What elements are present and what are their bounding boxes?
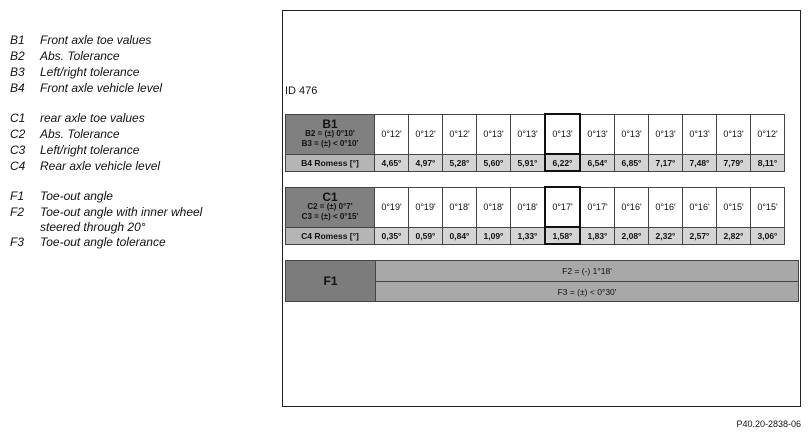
legend-code: C1 — [10, 111, 26, 125]
rear-toe-value: 0°19' — [409, 187, 443, 227]
front-level-value: 8,11° — [751, 154, 785, 171]
front-level-value: 6,85° — [615, 154, 649, 171]
rear-toe-value: 0°17' — [580, 187, 615, 227]
legend-code: F1 — [10, 189, 25, 203]
rear-toe-value: 0°18' — [443, 187, 477, 227]
rear-toe-value: 0°16' — [615, 187, 649, 227]
front-level-value: 7,79° — [717, 154, 751, 171]
front-toe-value: 0°12' — [409, 114, 443, 154]
legend-text: Abs. Tolerance — [40, 49, 120, 63]
front-toe-value: 0°13' — [477, 114, 511, 154]
rear-level-value: 0,84° — [443, 227, 477, 244]
rear-tolerance-abs: C2 = (±) 0°7' — [307, 202, 353, 211]
legend-code: F3 — [10, 235, 25, 249]
front-toe-value: 0°13' — [511, 114, 546, 154]
rear-level-value: 3,06° — [751, 227, 785, 244]
front-header — [286, 114, 375, 154]
front-toe-value: 0°13' — [580, 114, 615, 154]
legend-code: C2 — [10, 127, 26, 141]
rear-level-value: 1,83° — [580, 227, 615, 244]
rear-level-value: 2,82° — [717, 227, 751, 244]
front-level-value: 7,17° — [649, 154, 683, 171]
front-toe-value: 0°13' — [615, 114, 649, 154]
legend-text: Left/right tolerance — [40, 143, 140, 157]
front-toe-value: 0°12' — [375, 114, 409, 154]
rear-toe-value: 0°18' — [477, 187, 511, 227]
front-level-label: B4 Romess [°] — [286, 154, 375, 171]
legend-text: Front axle vehicle level — [40, 81, 163, 95]
legend-text: Abs. Tolerance — [40, 127, 120, 141]
front-toe-value: 0°13' — [649, 114, 683, 154]
legend-code: C3 — [10, 143, 26, 157]
front-level-value: 4,97° — [409, 154, 443, 171]
legend-code: C4 — [10, 159, 26, 173]
legend-text: Left/right tolerance — [40, 65, 140, 79]
front-toe-value: 0°12' — [443, 114, 477, 154]
legend-code: B4 — [10, 81, 25, 95]
front-tolerance-abs: B2 = (±) 0°10' — [305, 129, 355, 138]
front-toe-value: 0°12' — [751, 114, 785, 154]
front-axle-table — [285, 113, 785, 172]
rear-axle-table — [285, 186, 785, 245]
front-level-value: 5,28° — [443, 154, 477, 171]
toe-out-angle-value: F2 = (-) 1°18' — [376, 261, 798, 282]
legend-text: Rear axle vehicle level — [40, 159, 161, 173]
toe-out-block — [285, 260, 799, 302]
front-toe-value: 0°13' — [683, 114, 717, 154]
rear-toe-value-highlighted: 0°17' — [545, 187, 580, 227]
legend-text: steered through 20° — [40, 220, 146, 234]
rear-level-value: 1,33° — [511, 227, 546, 244]
front-toe-value: 0°13' — [717, 114, 751, 154]
rear-level-value-highlighted: 1,58° — [545, 227, 580, 244]
rear-level-value: 0,35° — [375, 227, 409, 244]
rear-level-value: 2,57° — [683, 227, 717, 244]
rear-toe-value: 0°15' — [751, 187, 785, 227]
legend-text: rear axle toe values — [40, 111, 145, 125]
legend-code: B3 — [10, 65, 25, 79]
legend-code: F2 — [10, 205, 25, 219]
rear-header — [286, 187, 375, 227]
toe-out-title: F1 — [286, 261, 376, 301]
legend-text: Toe-out angle — [40, 189, 113, 203]
figure-reference: P40.20-2838-06 — [736, 419, 801, 429]
rear-tolerance-lr: C3 = (±) < 0°15' — [301, 212, 359, 221]
legend-text: Toe-out angle with inner wheel — [40, 205, 203, 219]
rear-toe-value: 0°15' — [717, 187, 751, 227]
rear-toe-value: 0°16' — [683, 187, 717, 227]
front-level-value: 6,54° — [580, 154, 615, 171]
legend-text: Toe-out angle tolerance — [40, 235, 166, 249]
front-level-value: 4,65° — [375, 154, 409, 171]
front-toe-value-highlighted: 0°13' — [545, 114, 580, 154]
rear-level-value: 1,09° — [477, 227, 511, 244]
front-level-value: 5,60° — [477, 154, 511, 171]
front-level-value: 7,48° — [683, 154, 717, 171]
legend-code: B2 — [10, 49, 25, 63]
rear-level-value: 2,32° — [649, 227, 683, 244]
rear-toe-value: 0°18' — [511, 187, 546, 227]
rear-toe-value: 0°16' — [649, 187, 683, 227]
rear-level-label: C4 Romess [°] — [286, 227, 375, 244]
id-label: ID 476 — [285, 85, 318, 97]
legend-text: Front axle toe values — [40, 33, 152, 47]
legend-code: B1 — [10, 33, 25, 47]
rear-toe-value: 0°19' — [375, 187, 409, 227]
front-level-value-highlighted: 6,22° — [545, 154, 580, 171]
front-level-value: 5,91° — [511, 154, 546, 171]
front-title: B1 — [322, 117, 338, 131]
front-tolerance-lr: B3 = (±) < 0°10' — [301, 139, 359, 148]
toe-out-tolerance-value: F3 = (±) < 0°30' — [376, 282, 798, 301]
rear-level-value: 0,59° — [409, 227, 443, 244]
rear-title: C1 — [322, 190, 338, 204]
rear-level-value: 2,08° — [615, 227, 649, 244]
